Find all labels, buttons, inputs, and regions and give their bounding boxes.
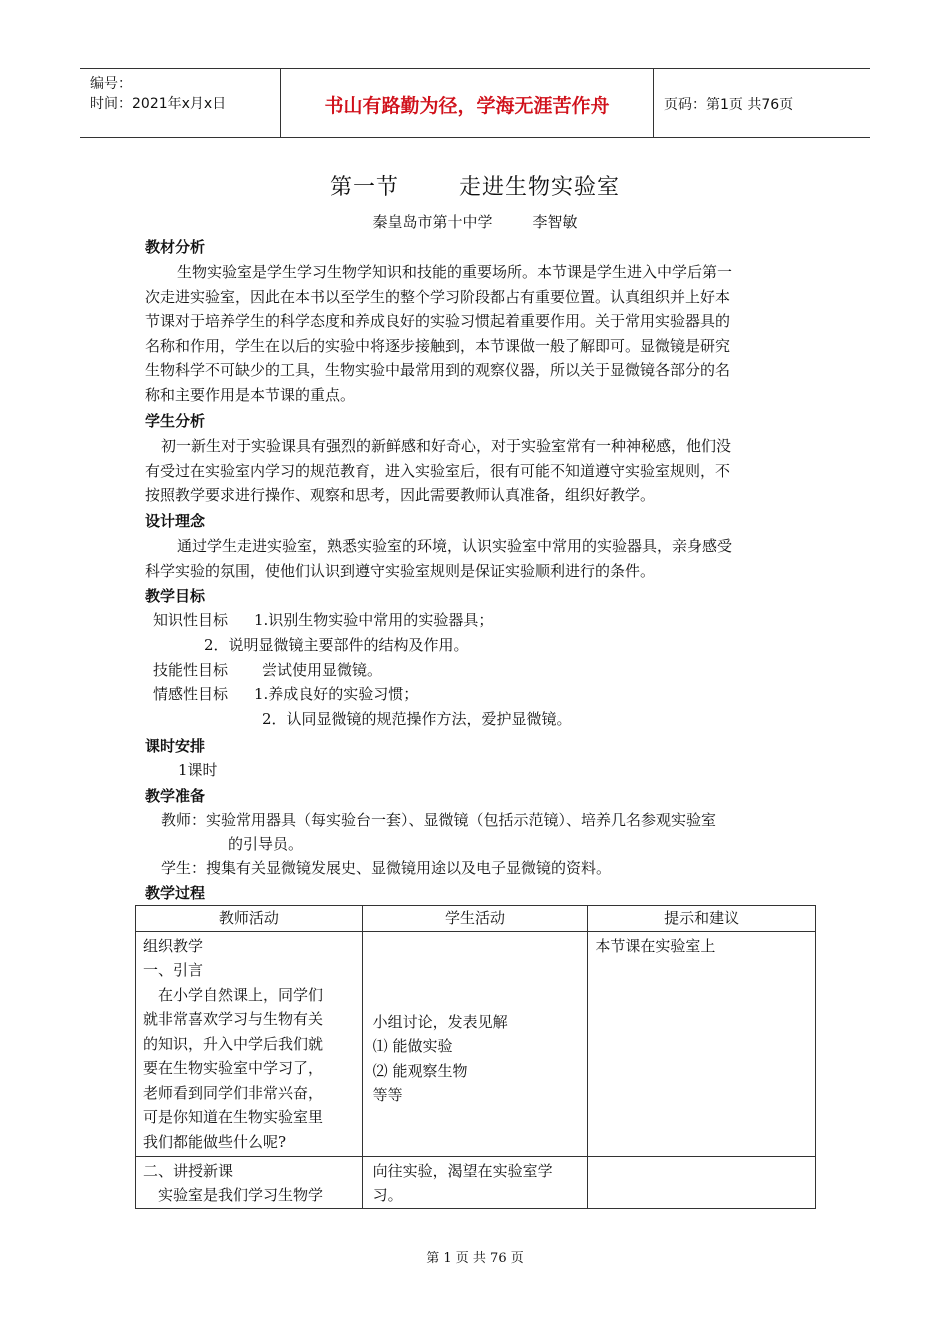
title-part2: 走进生物实验室 bbox=[459, 175, 621, 200]
number-label: 编号： bbox=[90, 76, 132, 92]
cell-line: 可是你知道在生物实验室里 bbox=[143, 1108, 324, 1126]
knowledge-goal-2: 2．说明显微镜主要部件的结构及作用。 bbox=[204, 636, 469, 654]
table-header-row bbox=[136, 906, 816, 932]
cell-line: 要在生物实验室中学习了， bbox=[143, 1059, 324, 1077]
prep-teacher-line2: 的引导员。 bbox=[228, 835, 304, 853]
material-line: 生物实验室是学生学习生物学知识和技能的重要场所。本节课是学生进入中学后第一 bbox=[177, 263, 733, 281]
page-title bbox=[0, 170, 950, 201]
material-line: 节课对于培养学生的科学态度和养成良好的实验习惯起着重要作用。关于常用实验器具的 bbox=[145, 312, 731, 330]
cell-line: 习。 bbox=[372, 1186, 403, 1204]
section-heading-prep: 教学准备 bbox=[145, 787, 206, 805]
students-line: 按照教学要求进行操作、观察和思考，因此需要教师认真准备，组织好教学。 bbox=[145, 486, 656, 504]
header-meta bbox=[80, 69, 280, 137]
knowledge-goal-1: 1.识别生物实验中常用的实验器具； bbox=[254, 611, 494, 629]
author-line bbox=[0, 211, 950, 232]
section-heading-material: 教材分析 bbox=[145, 238, 206, 256]
material-line: 次走进实验室，因此在本书以至学生的整个学习阶段都占有重要位置。认真组织并上好本 bbox=[145, 287, 731, 306]
students-line: 初一新生对于实验课具有强烈的新鲜感和好奇心，对于实验室常有一种神秘感，他们没 bbox=[161, 437, 732, 455]
schedule-value: 1课时 bbox=[178, 761, 218, 779]
process-table bbox=[135, 905, 816, 1209]
title-part1: 第一节 bbox=[329, 175, 399, 200]
table-header-teacher: 教师活动 bbox=[136, 906, 363, 932]
cell-line: 的知识，升入中学后我们就 bbox=[143, 1034, 324, 1053]
cell-line: 老师看到同学们非常兴奋， bbox=[143, 1083, 324, 1102]
cell-line: 本节课在实验室上 bbox=[595, 936, 716, 955]
row2-teacher-cell bbox=[136, 1156, 363, 1208]
cell-line: 就非常喜欢学习与生物有关 bbox=[143, 1010, 324, 1028]
material-line: 名称和作用，学生在以后的实验中将逐步接触到，本节课做一般了解即可。显微镜是研究 bbox=[145, 336, 731, 355]
date-label: 时间：2021年x月x日 bbox=[90, 96, 227, 112]
table-row bbox=[136, 931, 816, 1156]
emotion-goal-2: 2．认同显微镜的规范操作方法，爱护显微镜。 bbox=[262, 710, 572, 728]
cell-line: 等等 bbox=[372, 1086, 403, 1104]
row2-tips-cell bbox=[588, 1156, 816, 1208]
emotion-goal-1: 1.养成良好的实验习惯； bbox=[254, 685, 419, 703]
material-line: 称和主要作用是本节课的重点。 bbox=[145, 385, 356, 404]
section-heading-students: 学生分析 bbox=[145, 412, 206, 430]
table-header-student: 学生活动 bbox=[362, 906, 588, 932]
cell-line: ⑴ 能做实验 bbox=[372, 1037, 453, 1055]
section-heading-concept: 设计理念 bbox=[145, 512, 206, 530]
cell-line: ⑵ 能观察生物 bbox=[372, 1061, 468, 1080]
skill-goal-1: 尝试使用显微镜。 bbox=[262, 661, 383, 679]
concept-paragraph bbox=[145, 534, 810, 583]
cell-line: 在小学自然课上，同学们 bbox=[143, 985, 324, 1004]
section-heading-schedule: 课时安排 bbox=[145, 737, 206, 755]
row1-student-cell bbox=[362, 931, 588, 1156]
row2-student-cell bbox=[362, 1156, 588, 1208]
cell-line: 二、讲授新课 bbox=[143, 1161, 234, 1180]
author-school: 秦皇岛市第十中学 bbox=[372, 213, 493, 231]
emotion-goal-label: 情感性目标 bbox=[153, 685, 229, 703]
material-paragraph bbox=[145, 260, 810, 407]
row1-tips-cell bbox=[588, 931, 816, 1156]
page-info: 页码：第1页 共76页 bbox=[664, 97, 794, 113]
knowledge-goal-label: 知识性目标 bbox=[153, 611, 229, 629]
header-bar bbox=[80, 68, 870, 138]
concept-line: 科学实验的氛围，使他们认识到遵守实验室规则是保证实验顺利进行的条件。 bbox=[145, 561, 656, 580]
section-heading-goals: 教学目标 bbox=[145, 587, 206, 605]
concept-line: 通过学生走进实验室，熟悉实验室的环境，认识实验室中常用的实验器具，亲身感受 bbox=[177, 537, 733, 555]
material-line: 生物科学不可缺少的工具，生物实验中最常用到的观察仪器，所以关于显微镜各部分的名 bbox=[145, 361, 731, 379]
header-motto-cell bbox=[280, 69, 654, 137]
students-line: 有受过在实验室内学习的规范教育，进入实验室后，很有可能不知道遵守实验室规则，不 bbox=[145, 461, 731, 480]
cell-line: 组织教学 bbox=[143, 936, 204, 955]
row1-teacher-cell bbox=[136, 931, 363, 1156]
cell-line: 小组讨论，发表见解 bbox=[372, 1012, 508, 1031]
prep-teacher-line1: 教师：实验常用器具（每实验台一套）、显微镜（包括示范镜）、培养几名参观实验室 bbox=[161, 811, 717, 829]
cell-line: 一、引言 bbox=[143, 961, 204, 979]
page-footer: 第 1 页 共 76 页 bbox=[426, 1251, 524, 1266]
cell-line: 我们都能做些什么呢? bbox=[143, 1132, 287, 1151]
section-heading-process: 教学过程 bbox=[145, 884, 206, 902]
students-paragraph bbox=[145, 434, 810, 508]
prep-student-line: 学生：搜集有关显微镜发展史、显微镜用途以及电子显微镜的资料。 bbox=[161, 859, 612, 877]
motto: 书山有路勤为径，学海无涯苦作舟 bbox=[324, 95, 610, 117]
skill-goal-label: 技能性目标 bbox=[153, 661, 229, 679]
cell-line: 实验室是我们学习生物学 bbox=[143, 1186, 324, 1204]
table-row bbox=[136, 1156, 816, 1208]
table-header-tips: 提示和建议 bbox=[588, 906, 816, 932]
author-name: 李智敏 bbox=[532, 213, 578, 231]
cell-line: 向往实验，渴望在实验室学 bbox=[372, 1161, 553, 1180]
